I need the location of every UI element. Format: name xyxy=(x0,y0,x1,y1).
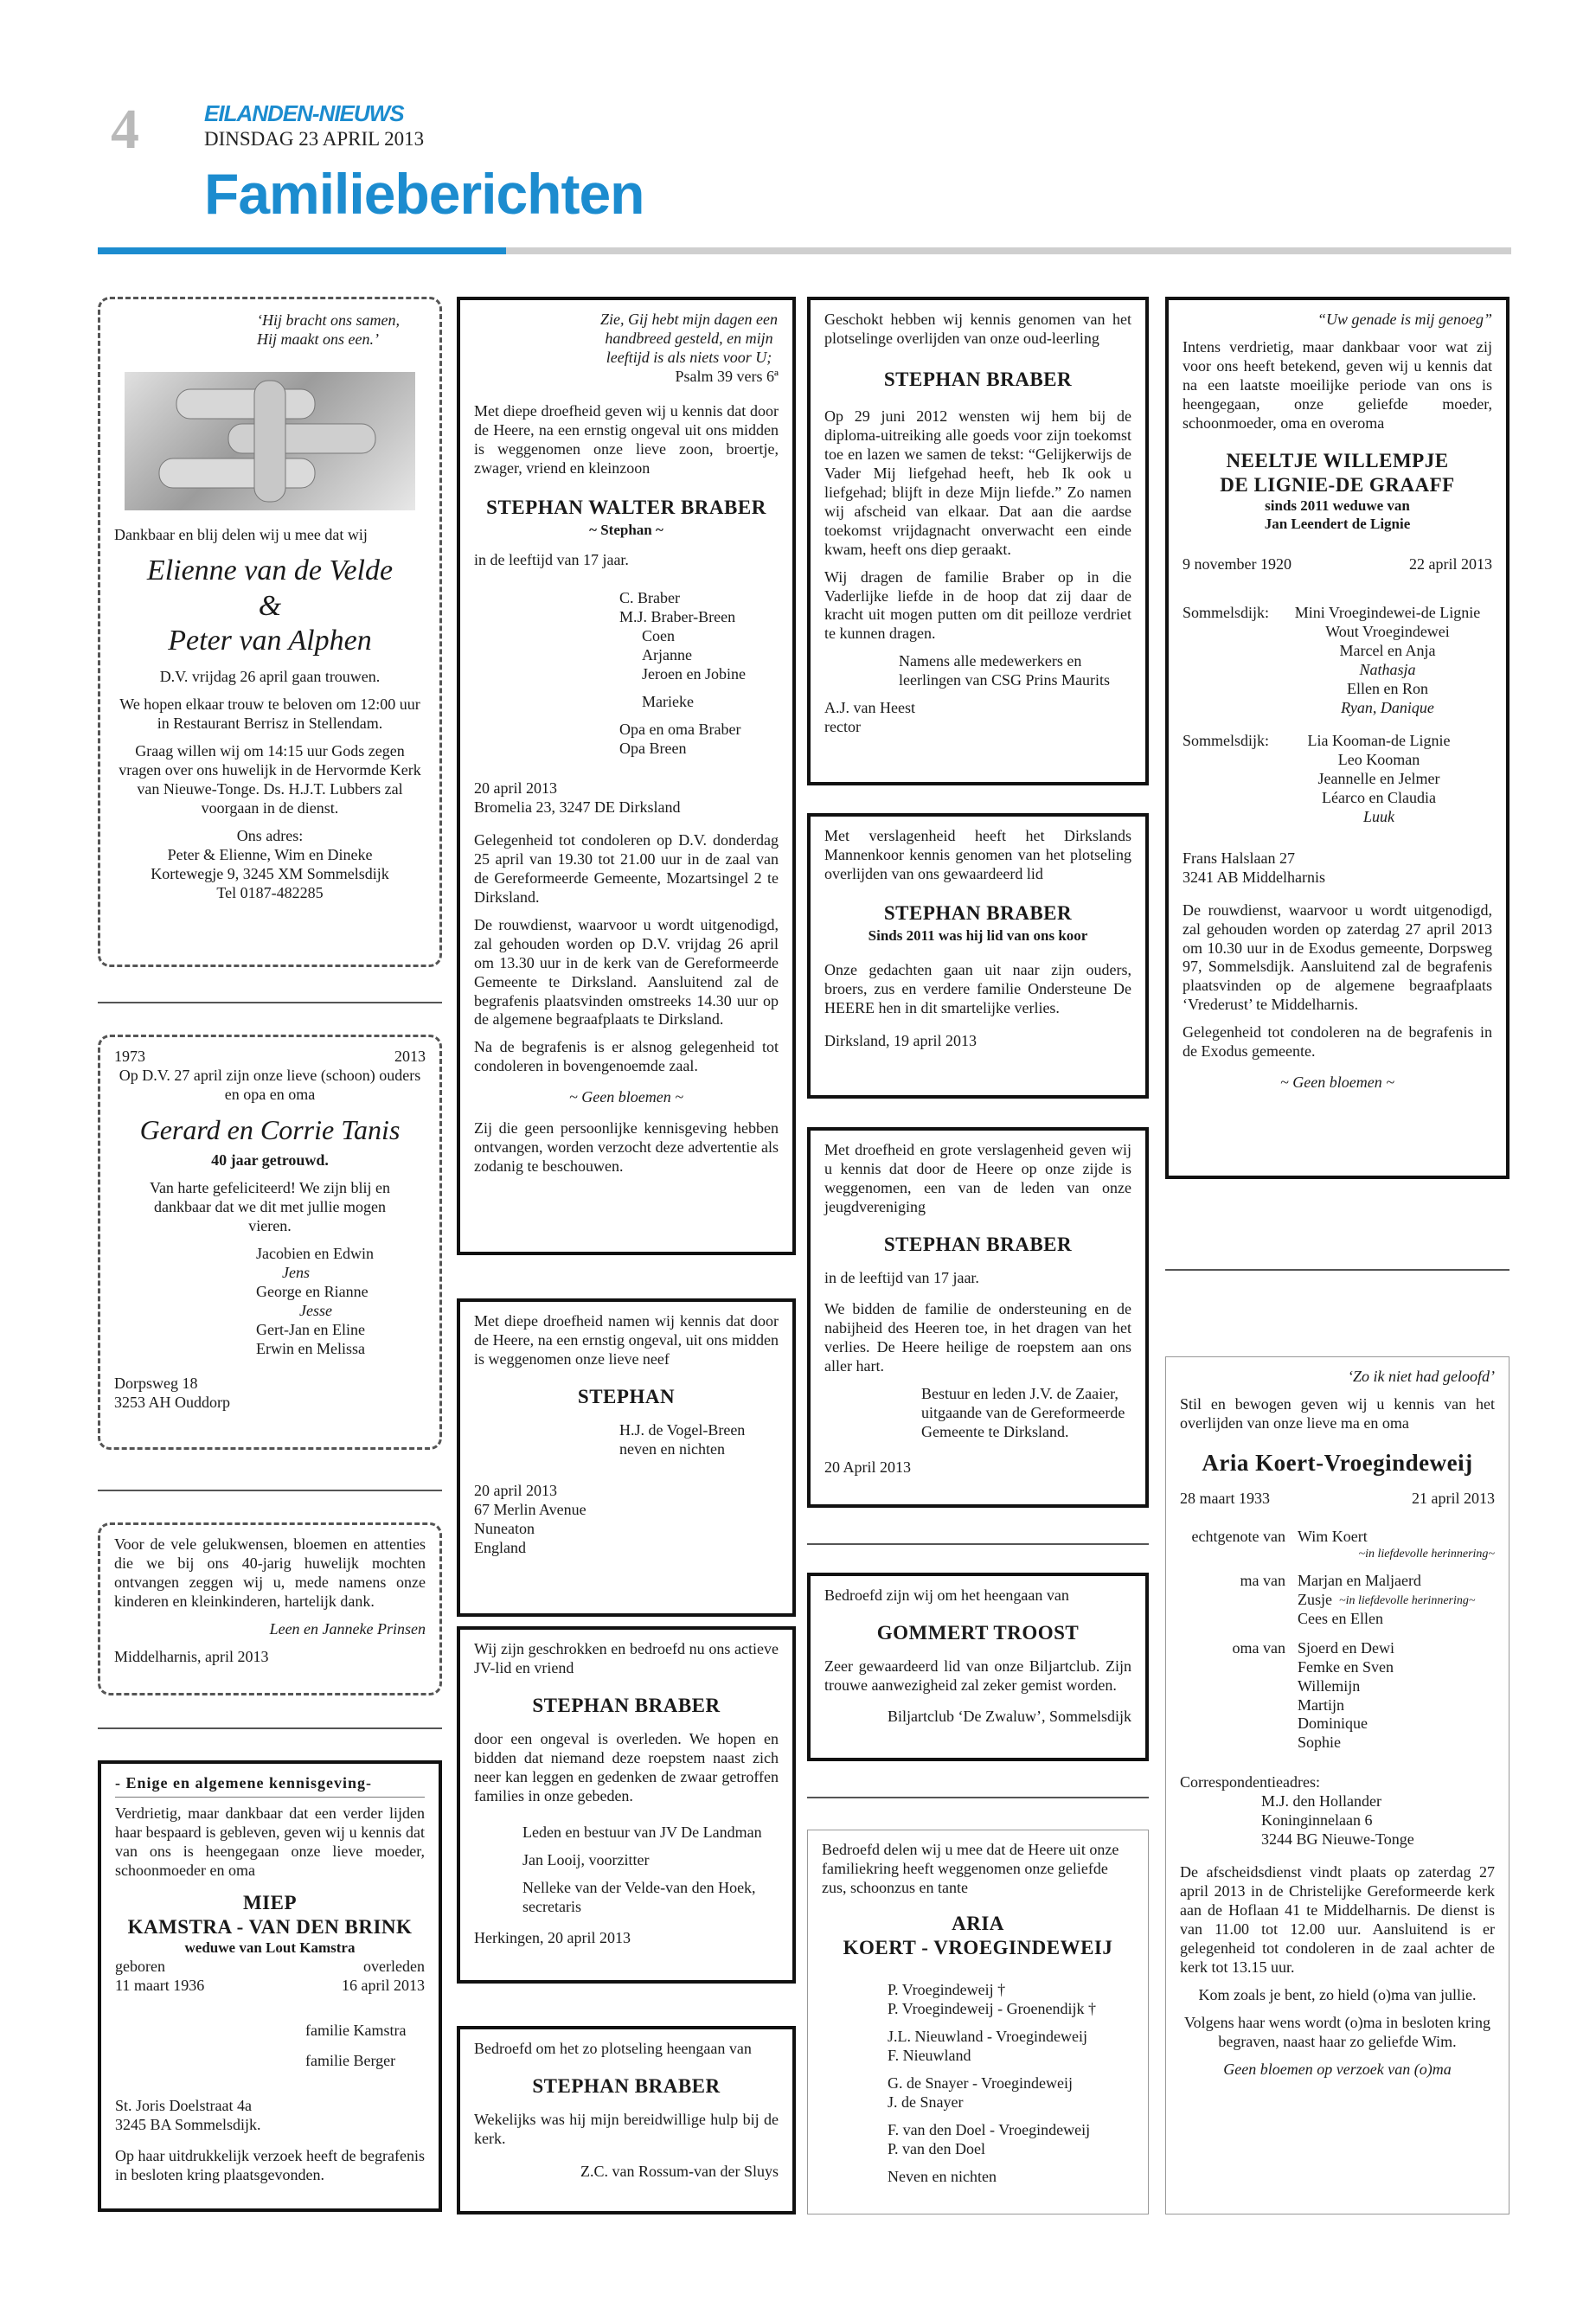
page-number: 4 xyxy=(111,98,139,161)
deceased-name: NEELTJE WILLEMPJE xyxy=(1226,449,1449,471)
aria-family-obituary: Bedroefd delen wij u mee dat de Heere uit onze familiekring heeft weggenomen onze geliefde zus, schoonzus en tante ARIA KOERT - VROEGINDEWEIJ P. Vroegindeweij † P. Vroegindeweij - Groenendijk † J.L. Nieuwland - Vroegindeweij F. Nieuwland G. de Snayer - Vroegindeweij J. de Snayer F. van den Doel - Vroegindeweij P. van den Doel Neven en nichten xyxy=(807,1830,1149,2214)
section-title: Familieberichten xyxy=(204,162,644,226)
divider xyxy=(98,1490,442,1491)
hands-photo xyxy=(125,372,415,510)
stephan-nephew-obituary: Met diepe droefheid namen wij kennis dat door de Heere, na een ernstig ongeval, uit ons midden is weggenomen onze lieve neef STEPHAN H.J. de Vogel-Breen neven en nichten 20 april 2013 67 Merlin Avenue Nuneaton England xyxy=(457,1298,796,1617)
mannenkoor-obituary: Met verslagenheid heeft het Dirkslands Mannenkoor kennis genomen van het plotseling overlijden van ons gewaardeerd lid STEPHAN BRABER Sinds 2011 was hij lid van ons koor Onze gedachten gaan uit naar zijn ouders, broers, zus en verdere familie Ondersteune De HEERE hen in dit smartelijke verlies. Dirksland, 19 april 2013 xyxy=(807,813,1149,1099)
deceased-name: Aria Koert-Vroegindeweij xyxy=(1202,1449,1473,1476)
deceased-name: STEPHAN BRABER xyxy=(883,901,1073,924)
header-rule-accent xyxy=(98,247,506,254)
deceased-name: GOMMERT TROOST xyxy=(876,1621,1080,1644)
youth-association-obituary: Met droefheid en grote verslagenheid geven wij u kennis dat door de Heere op onze zijde is weggenomen, een van de leden van onze jeugdvereniging STEPHAN BRABER in de leeftijd van 17 jaar. We bidden de familie de ondersteuning en de nabijheid des Heeren toe, in het dragen van het verlies. De Heere heilige de roepstem aan ons aller hart. Bestuur en leden J.V. de Zaaier, uitgaande van de Gereformeerde Gemeente te Dirksland. 20 April 2013 xyxy=(807,1127,1149,1508)
divider xyxy=(1165,1269,1509,1271)
newspaper-logo: EILANDEN-NIEUWS xyxy=(204,100,404,126)
church-helper-obituary: Bedroefd om het zo plotseling heengaan van STEPHAN BRABER Wekelijks was hij mijn bereidwillige hulp bij de kerk. Z.C. van Rossum-van der Sluys xyxy=(457,2026,796,2214)
deceased-name: STEPHAN xyxy=(577,1385,676,1407)
aria-koert-obituary: ‘Zo ik niet had geloofd’ Stil en bewogen geven wij u kennis van het overlijden van onze lieve ma en oma Aria Koert-Vroegindeweij 28 maart 1933 21 april 2013 echtgenote van Wim Koert ~in liefdevolle herinnering~ ma van Marjan en Maljaerd Zusje ~in liefdevolle herinnering~ Cees en Ellen oma van Sjoerd en Dewi Femke en Sven Willemijn Martijn Dominique Sophie Correspondentieadres: M.J. den Hollander Koninginnelaan 6 3244 BG Nieuwe-Tonge De afscheidsdienst vindt plaats op zaterdag 27 april 2013 in de Christelijke Gereformeerde kerk aan de Hoflaan 41 te Middelharnis. De dienst is van 11.00 tot 12.00 uur. Aansluitend is er gelegenheid tot condoleren in de zaal achter de kerk tot 13.15 uur. Kom zoals je bent, zo hield (o)ma van jullie. Volgens haar wens wordt (o)ma in besloten kring begraven, naast haar zo geliefde Wim. Geen bloemen op verzoek van (o)ma xyxy=(1165,1356,1509,2214)
deceased-name: MIEP xyxy=(242,1891,298,1913)
anniversary-announcement: 1973 2013 Op D.V. 27 april zijn onze lieve (schoon) ouders en opa en oma Gerard en Corrie Tanis 40 jaar getrouwd. Van harte gefeliciteerd! We zijn blij en dankbaar dat we dit met jullie mogen vieren. Jacobien en Edwin Jens George en Rianne Jesse Gert-Jan en Eline Erwin en Melissa Dorpsweg 18 3253 AH Ouddorp xyxy=(98,1035,442,1450)
divider xyxy=(807,1797,1149,1798)
deceased-name: ARIA xyxy=(952,1912,1004,1934)
divider xyxy=(98,1002,442,1003)
deceased-name: STEPHAN BRABER xyxy=(883,1233,1073,1255)
csg-school-obituary: Geschokt hebben wij kennis genomen van het plotselinge overlijden van onze oud-leerling STEPHAN BRABER Op 29 juni 2012 wensten wij hem bij de diploma-uitreiking alle goeds voor zijn toekomst toe en lazen we samen de tekst: “Gelijkerwijs de Vader Mij liefgehad heeft, heb Ik ook u liefgehad; blijft in deze Mijn liefde.” Zo namen wij afscheid van elkaar. Dat aan die aardse toekomst vrijdagnacht onverwacht een einde kwam, heeft ons diep geraakt. Wij dragen de familie Braber op in die Vaderlijke liefde in de hoop dat zij daar de kracht uit mogen putten om dit peilloze verdriet te kunnen dragen. Namens alle medewerkers en leerlingen van CSG Prins Maurits A.J. van Heest rector xyxy=(807,297,1149,785)
thanks-announcement: Voor de vele gelukwensen, bloemen en attenties die we bij ons 40-jarig huwelijk mochten ontvangen zeggen wij u, mede namens onze kinderen en kleinkinderen, hartelijk dank. Leen en Janneke Prinsen Middelharnis, april 2013 xyxy=(98,1522,442,1695)
header-rule xyxy=(506,247,1511,254)
couple-name-1: Elienne van de Velde xyxy=(146,554,394,586)
family-list: C. Braber M.J. Braber-Breen Coen Arjanne Jeroen en Jobine Marieke Opa en oma Braber Opa Breen xyxy=(619,589,746,758)
de-lignie-obituary: “Uw genade is mij genoeg” Intens verdrietig, maar dankbaar voor wat zij voor ons heeft betekend, geven wij u kennis dat na een laatste moeilijke periode van ons is heengegaan, onze geliefde moeder, schoonmoeder, oma en overoma NEELTJE WILLEMPJE DE LIGNIE-DE GRAAFF sinds 2011 weduwe van Jan Leendert de Lignie 9 november 1920 22 april 2013 Sommelsdijk: Mini Vroegindewei-de Lignie Wout Vroegindewei Marcel en Anja Nathasja Ellen en Ron Ryan, Danique Sommelsdijk: Lia Kooman-de Lignie Leo Kooman Jeannelle en Jelmer Léarco en Claudia Luuk Frans Halslaan 27 3241 AB Middelharnis De rouwdienst, waarvoor u wordt uitgenodigd, zal gehouden worden op zaterdag 27 april 2013 om 10.30 uur in de Exodus gemeente, Dorpsweg 97, Sommelsdijk. Aansluitend zal de begrafenis plaatsvinden op de algemene begraafplaats ‘Vrederust’ te Middelharnis. Gelegenheid tot condoleren na de begrafenis in de Exodus gemeente. ~ Geen bloemen ~ xyxy=(1165,297,1509,1179)
issue-date: DINSDAG 23 APRIL 2013 xyxy=(204,128,425,150)
biljartclub-obituary: Bedroefd zijn wij om het heengaan van GOMMERT TROOST Zeer gewaardeerd lid van onze Biljartclub. Zijn trouwe aanwezigheid zal zeker gemist worden. Biljartclub ‘De Zwaluw’, Sommelsdijk xyxy=(807,1573,1149,1761)
deceased-name: STEPHAN BRABER xyxy=(532,1694,721,1716)
deceased-name: STEPHAN BRABER xyxy=(883,368,1073,390)
wedding-quote: ‘Hij bracht ons samen, Hij maakt ons een.’ xyxy=(257,311,400,348)
jv-landman-obituary: Wij zijn geschrokken en bedroefd nu ons actieve JV-lid en vriend STEPHAN BRABER door een ongeval is overleden. We hopen en bidden dat niemand deze roepstem naast zich neer kan leggen en gedenken de zwaar getroffen families in onze gebeden. Leden en bestuur van JV De Landman Jan Looij, voorzitter Nelleke van der Velde-van den Hoek, secretaris Herkingen, 20 april 2013 xyxy=(457,1626,796,1984)
couple-name: Gerard en Corrie Tanis xyxy=(139,1113,401,1145)
braber-family-obituary: Zie, Gij hebt mijn dagen een handbreed gesteld, en mijn leeftijd is als niets voor U; Psalm 39 vers 6ª Met diepe droefheid geven wij u kennis dat door de Heere, na een ernstig ongeval uit ons midden is weggenomen onze lieve zoon, broertje, zwager, vriend en kleinzoon STEPHAN WALTER BRABER ~ Stephan ~ in de leeftijd van 17 jaar. C. Braber M.J. Braber-Breen Coen Arjanne Jeroen en Jobine Marieke Opa en oma Braber Opa Breen 20 april 2013 Bromelia 23, 3247 DE Dirksland Gelegenheid tot condoleren op D.V. donderdag 25 april van 19.30 tot 21.00 uur in de zaal van de Gereformeerde Gemeente, Mozartsingel 2 te Dirksland. De rouwdienst, waarvoor u wordt uitgenodigd, zal gehouden worden op D.V. vrijdag 26 april om 13.30 uur in de kerk van de Gereformeerde Gemeente te Dirksland. Aansluitend zal de begrafenis plaatsvinden omstreeks 14.30 uur op de algemene begraafplaats te Dirksland. Na de begrafenis is er alsnog gelegenheid tot condoleren in bovengenoemde zaal. ~ Geen bloemen ~ Zij die geen persoonlijke kennisgeving hebben ontvangen, worden verzocht deze advertentie als zodanig te beschouwen. xyxy=(457,297,796,1255)
couple-name-2: Peter van Alphen xyxy=(168,625,372,657)
deceased-name: STEPHAN BRABER xyxy=(532,2074,721,2097)
wedding-announcement: ‘Hij bracht ons samen, Hij maakt ons een.’ Dankbaar en blij delen wij u mee dat wij Elienne van de Velde & Peter van Alphen D.V. vrijdag 26 april gaan trouwen. We hopen elkaar trouw te beloven om 12:00 uur in Restaurant Berrisz in Stellendam. Graag willen wij om 14:15 uur Gods zegen vragen over ons huwelijk in de Hervormde Kerk van Nieuwe-Tonge. Ds. H.J.T. Lubbers zal voorgaan in de dienst. Ons adres: Peter & Elienne, Wim en Dineke Kortewegje 9, 3245 XM Sommelsdijk Tel 0187-482285 xyxy=(98,297,442,967)
divider xyxy=(807,1543,1149,1545)
divider xyxy=(98,1727,442,1729)
deceased-name: STEPHAN WALTER BRABER xyxy=(486,496,766,518)
family-list: P. Vroegindeweij † P. Vroegindeweij - Groenendijk † J.L. Nieuwland - Vroegindeweij F. Nieuwland G. de Snayer - Vroegindeweij J. de Snayer F. van den Doel - Vroegindeweij P. van den Doel Neven en nichten xyxy=(888,1980,1097,2185)
kamstra-obituary: - Enige en algemene kennisgeving- Verdrietig, maar dankbaar dat een verder lijden haar bespaard is gebleven, geven wij u kennis dat van ons is heengegaan onze lieve moeder, schoonmoeder en oma MIEP KAMSTRA - VAN DEN BRINK weduwe van Lout Kamstra geboren overleden 11 maart 1936 16 april 2013 familie Kamstra familie Berger St. Joris Doelstraat 4a 3245 BA Sommelsdijk. Op haar uitdrukkelijk verzoek heeft de begrafenis in besloten kring plaatsgevonden. xyxy=(98,1760,442,2212)
family-list: Jacobien en Edwin Jens George en Rianne Jesse Gert-Jan en Eline Erwin en Melissa xyxy=(256,1245,374,1357)
